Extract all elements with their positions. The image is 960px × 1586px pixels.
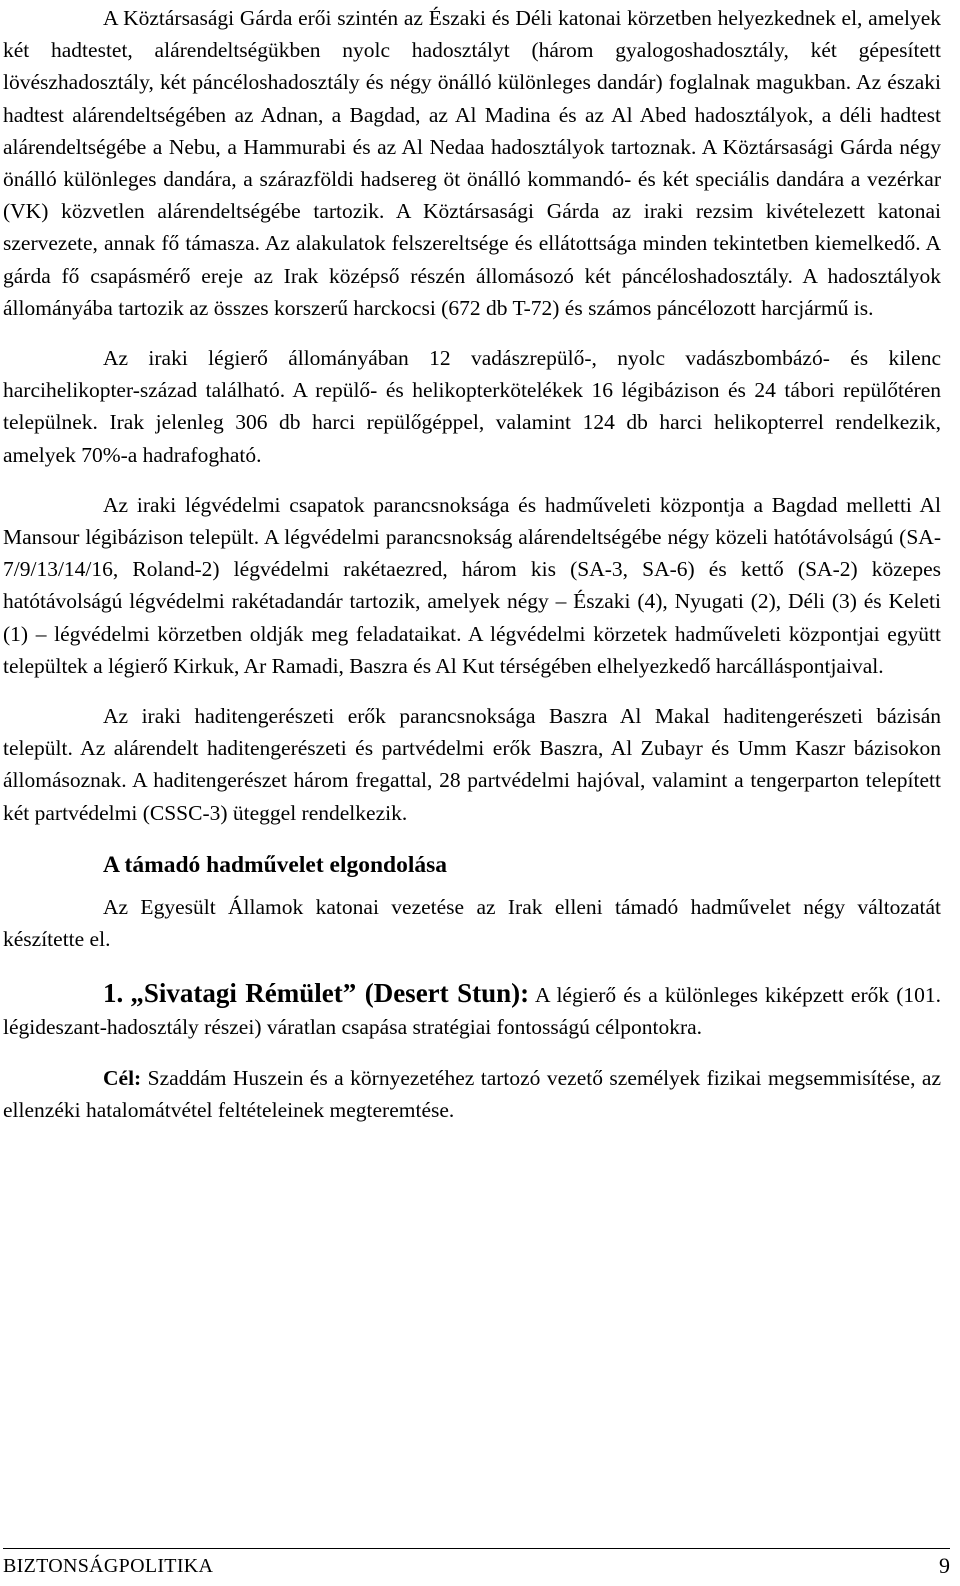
- page-footer: [3, 1548, 950, 1585]
- variant-number: 1.: [103, 978, 124, 1009]
- goal-label: Cél:: [103, 1065, 142, 1090]
- section-heading: A támadó hadművelet elgondolása: [103, 851, 448, 878]
- section-intro: Az Egyesült Államok katonai vezetése az Irak elleni támadó hadművelet négy változatát készítette el.: [3, 894, 941, 952]
- footer-journal-name: BIZTONSÁGPOLITIKA: [3, 1555, 214, 1577]
- document-body: [3, 0, 941, 1126]
- paragraph-republican-guard: A Köztársasági Gárda erői szintén az Északi és Déli katonai körzetben helyezkednek el, amelyek két hadtestet, alárendeltségükben nyolc hadosztályt (három gyalogoshadosztály, két gépesített lövészhadosztály, két páncéloshadosztály és négy önálló különleges dandár) foglalnak magukban. Az északi hadtest alárendeltségében az Adnan, a Bagdad, az Al Madina és az Al Abed hadosztályok, a déli hadtest alárendeltségébe a Nebu, a Hammurabi és az Al Nedaa hadosztályok tartoznak. A Köztársasági Gárda négy önálló különleges dandára, a szárazföldi hadsereg öt önálló kommandó- és két speciális dandára a vezérkar (VK) közvetlen alárendeltségébe tartozik. A Köztársasági Gárda az iraki rezsim kivételezett katonai szervezete, annak fő támasza. Az alakulatok felszereltsége és ellátottsága minden tekintetben kiemelkedő. A gárda fő csapásmérő ereje az Irak középső részén állomásozó két páncéloshadosztály. A hadosztályok állományába tartozik az összes korszerű harckocsi (672 db T-72) és számos páncélozott harcjármű is.: [3, 6, 941, 320]
- paragraph-air-defense: Az iraki légvédelmi csapatok parancsnoksága és hadműveleti központja a Bagdad melletti Al Mansour légibázison települt. A légvédelmi parancsnokság alárendeltségébe négy közeli hatótávolságú (SA-7/9/13/14/16, Roland-2) légvédelmi rakétaezred, három kis (SA-3, SA-6) és kettő (SA-2) közepes hatótávolságú légvédelmi rakétadandár tartozik, amelyek négy – Északi (4), Nyugati (2), Déli (3) és Keleti (1) – légvédelmi körzetben oldják meg feladataikat. A légvédelmi körzetek hadműveleti központjai együtt települtek a légierő Kirkuk, Ar Ramadi, Baszra és Al Kut térségében elhelyezkedő harcálláspontjaival.: [3, 492, 941, 678]
- paragraph-navy: Az iraki haditengerészeti erők parancsnoksága Baszra Al Makal haditengerészeti bázisán települt. Az alárendelt haditengerészeti és partvédelmi erők Baszra, Al Zubayr és Umm Kaszr bázisokon állomásoznak. A haditengerészet három fregattal, 28 partvédelmi hajóval, valamint a tengerparton telepített két partvédelmi (CSSC-3) üteggel rendelkezik.: [3, 704, 941, 825]
- paragraph-air-force: Az iraki légierő állományában 12 vadászrepülő-, nyolc vadászbombázó- és kilenc harcihelikopter-század található. A repülő- és helikopterkötelékek 16 légibázison és 24 tábori repülőtéren települnek. Irak jelenleg 306 db harci repülőgéppel, valamint 124 db harci helikopterrel rendelkezik, amelyek 70%-a hadrafogható.: [3, 346, 941, 467]
- page-number: 9: [939, 1553, 950, 1578]
- variant-title: „Sivatagi Rémület” (Desert Stun):: [130, 978, 530, 1009]
- variant-text: A légierő és a különleges kiképzett erők (101. légideszant-hadosztály részei) váratlan csapása stratégiai fontosságú célpontokra.: [3, 983, 941, 1040]
- goal-text: Szaddám Huszein és a környezetéhez tartozó vezető személyek fizikai megsemmisítése, az ellenzéki hatalomátvétel feltételeinek megteremtése.: [3, 1065, 941, 1122]
- variant-paragraph: [3, 977, 941, 1043]
- goal-paragraph: [3, 1062, 941, 1126]
